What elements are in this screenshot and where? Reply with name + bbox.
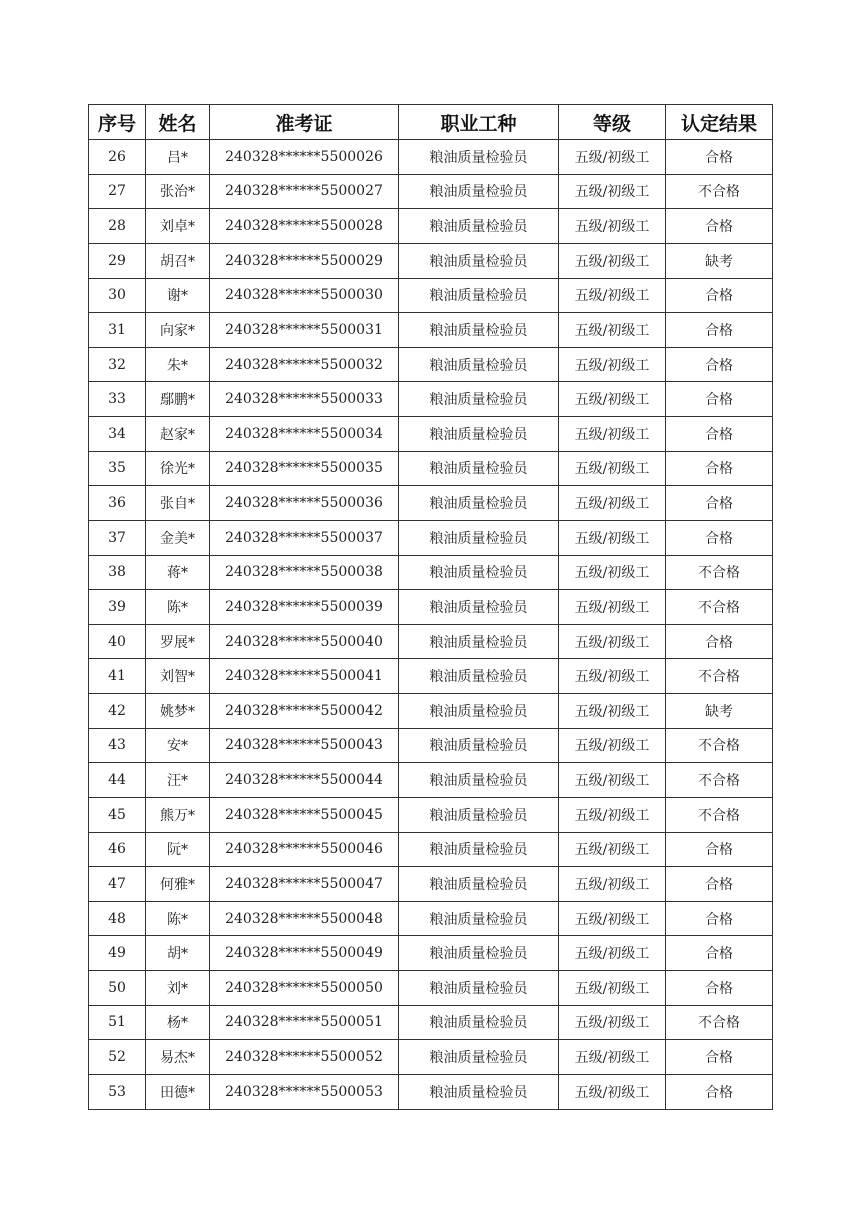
cell-name: 姚梦*: [146, 694, 210, 729]
cell-index: 46: [89, 832, 146, 867]
cell-level: 五级/初级工: [559, 174, 666, 209]
cell-occupation: 粮油质量检验员: [399, 451, 559, 486]
header-name: 姓名: [146, 105, 210, 140]
table-row: [89, 209, 773, 244]
table-row: [89, 590, 773, 625]
header-occupation: 职业工种: [399, 105, 559, 140]
cell-level: 五级/初级工: [559, 590, 666, 625]
cell-result: 合格: [666, 832, 773, 867]
cell-exam-id: 240328******5500041: [210, 659, 399, 694]
cell-exam-id: 240328******5500035: [210, 451, 399, 486]
cell-level: 五级/初级工: [559, 140, 666, 175]
cell-result: 合格: [666, 936, 773, 971]
cell-level: 五级/初级工: [559, 347, 666, 382]
cell-result: 合格: [666, 486, 773, 521]
cell-exam-id: 240328******5500051: [210, 1005, 399, 1040]
cell-result: 不合格: [666, 659, 773, 694]
cell-name: 熊万*: [146, 797, 210, 832]
cell-result: 缺考: [666, 694, 773, 729]
header-result: 认定结果: [666, 105, 773, 140]
cell-result: 合格: [666, 382, 773, 417]
table-body: [89, 140, 773, 1110]
cell-result: 合格: [666, 417, 773, 452]
cell-index: 27: [89, 174, 146, 209]
cell-occupation: 粮油质量检验员: [399, 867, 559, 902]
cell-level: 五级/初级工: [559, 486, 666, 521]
cell-name: 谢*: [146, 278, 210, 313]
cell-occupation: 粮油质量检验员: [399, 243, 559, 278]
table-row: [89, 382, 773, 417]
cell-exam-id: 240328******5500033: [210, 382, 399, 417]
header-exam-id: 准考证: [210, 105, 399, 140]
table-row: [89, 763, 773, 798]
cell-index: 43: [89, 728, 146, 763]
cell-name: 蒋*: [146, 555, 210, 590]
cell-exam-id: 240328******5500050: [210, 971, 399, 1006]
cell-level: 五级/初级工: [559, 832, 666, 867]
cell-name: 陈*: [146, 590, 210, 625]
cell-exam-id: 240328******5500038: [210, 555, 399, 590]
table-row: [89, 313, 773, 348]
table-header-row: [89, 105, 773, 140]
cell-index: 41: [89, 659, 146, 694]
cell-name: 刘卓*: [146, 209, 210, 244]
cell-occupation: 粮油质量检验员: [399, 347, 559, 382]
cell-result: 缺考: [666, 243, 773, 278]
cell-name: 胡召*: [146, 243, 210, 278]
cell-level: 五级/初级工: [559, 659, 666, 694]
cell-level: 五级/初级工: [559, 901, 666, 936]
cell-result: 合格: [666, 313, 773, 348]
cell-exam-id: 240328******5500052: [210, 1040, 399, 1075]
cell-result: 不合格: [666, 555, 773, 590]
cell-index: 36: [89, 486, 146, 521]
cell-name: 何雅*: [146, 867, 210, 902]
cell-name: 向家*: [146, 313, 210, 348]
cell-result: 合格: [666, 1074, 773, 1109]
cell-index: 53: [89, 1074, 146, 1109]
cell-index: 35: [89, 451, 146, 486]
cell-index: 49: [89, 936, 146, 971]
cell-level: 五级/初级工: [559, 520, 666, 555]
cell-index: 48: [89, 901, 146, 936]
cell-occupation: 粮油质量检验员: [399, 140, 559, 175]
table-row: [89, 936, 773, 971]
cell-index: 31: [89, 313, 146, 348]
cell-index: 28: [89, 209, 146, 244]
cell-result: 不合格: [666, 763, 773, 798]
cell-index: 47: [89, 867, 146, 902]
cell-occupation: 粮油质量检验员: [399, 936, 559, 971]
cell-occupation: 粮油质量检验员: [399, 555, 559, 590]
cell-result: 合格: [666, 624, 773, 659]
cell-name: 易杰*: [146, 1040, 210, 1075]
cell-exam-id: 240328******5500048: [210, 901, 399, 936]
cell-level: 五级/初级工: [559, 728, 666, 763]
cell-exam-id: 240328******5500031: [210, 313, 399, 348]
cell-result: 不合格: [666, 728, 773, 763]
table-row: [89, 243, 773, 278]
cell-level: 五级/初级工: [559, 555, 666, 590]
table-row: [89, 797, 773, 832]
cell-index: 33: [89, 382, 146, 417]
cell-index: 51: [89, 1005, 146, 1040]
cell-result: 不合格: [666, 590, 773, 625]
cell-index: 29: [89, 243, 146, 278]
cell-level: 五级/初级工: [559, 417, 666, 452]
cell-result: 合格: [666, 901, 773, 936]
cell-occupation: 粮油质量检验员: [399, 659, 559, 694]
cell-index: 34: [89, 417, 146, 452]
cell-name: 陈*: [146, 901, 210, 936]
cell-index: 38: [89, 555, 146, 590]
table-row: [89, 971, 773, 1006]
cell-name: 罗展*: [146, 624, 210, 659]
cell-result: 合格: [666, 520, 773, 555]
table-row: [89, 347, 773, 382]
cell-exam-id: 240328******5500046: [210, 832, 399, 867]
table-row: [89, 278, 773, 313]
cell-name: 赵家*: [146, 417, 210, 452]
cell-level: 五级/初级工: [559, 936, 666, 971]
cell-exam-id: 240328******5500029: [210, 243, 399, 278]
cell-result: 不合格: [666, 797, 773, 832]
cell-exam-id: 240328******5500049: [210, 936, 399, 971]
cell-occupation: 粮油质量检验员: [399, 313, 559, 348]
cell-exam-id: 240328******5500030: [210, 278, 399, 313]
table-row: [89, 520, 773, 555]
table-row: [89, 624, 773, 659]
cell-result: 不合格: [666, 1005, 773, 1040]
table-row: [89, 832, 773, 867]
cell-name: 金美*: [146, 520, 210, 555]
cell-level: 五级/初级工: [559, 694, 666, 729]
cell-level: 五级/初级工: [559, 624, 666, 659]
cell-index: 45: [89, 797, 146, 832]
cell-level: 五级/初级工: [559, 971, 666, 1006]
cell-result: 合格: [666, 1040, 773, 1075]
cell-name: 徐光*: [146, 451, 210, 486]
results-table: [88, 104, 773, 1110]
cell-result: 合格: [666, 451, 773, 486]
cell-name: 胡*: [146, 936, 210, 971]
cell-occupation: 粮油质量检验员: [399, 624, 559, 659]
cell-exam-id: 240328******5500053: [210, 1074, 399, 1109]
cell-occupation: 粮油质量检验员: [399, 971, 559, 1006]
cell-exam-id: 240328******5500026: [210, 140, 399, 175]
cell-occupation: 粮油质量检验员: [399, 1074, 559, 1109]
cell-index: 40: [89, 624, 146, 659]
table-row: [89, 140, 773, 175]
cell-name: 鄢鹏*: [146, 382, 210, 417]
cell-occupation: 粮油质量检验员: [399, 209, 559, 244]
cell-result: 合格: [666, 209, 773, 244]
table-row: [89, 417, 773, 452]
cell-index: 52: [89, 1040, 146, 1075]
cell-level: 五级/初级工: [559, 1040, 666, 1075]
cell-occupation: 粮油质量检验员: [399, 486, 559, 521]
cell-occupation: 粮油质量检验员: [399, 174, 559, 209]
cell-name: 杨*: [146, 1005, 210, 1040]
table-row: [89, 1074, 773, 1109]
cell-exam-id: 240328******5500040: [210, 624, 399, 659]
cell-occupation: 粮油质量检验员: [399, 520, 559, 555]
cell-occupation: 粮油质量检验员: [399, 832, 559, 867]
cell-occupation: 粮油质量检验员: [399, 694, 559, 729]
cell-level: 五级/初级工: [559, 243, 666, 278]
cell-exam-id: 240328******5500032: [210, 347, 399, 382]
cell-result: 合格: [666, 347, 773, 382]
cell-index: 30: [89, 278, 146, 313]
cell-name: 安*: [146, 728, 210, 763]
table-row: [89, 555, 773, 590]
cell-index: 37: [89, 520, 146, 555]
cell-occupation: 粮油质量检验员: [399, 278, 559, 313]
cell-occupation: 粮油质量检验员: [399, 590, 559, 625]
cell-level: 五级/初级工: [559, 382, 666, 417]
cell-level: 五级/初级工: [559, 313, 666, 348]
table-row: [89, 451, 773, 486]
cell-level: 五级/初级工: [559, 278, 666, 313]
cell-index: 39: [89, 590, 146, 625]
cell-name: 张自*: [146, 486, 210, 521]
cell-index: 42: [89, 694, 146, 729]
cell-index: 50: [89, 971, 146, 1006]
cell-name: 刘*: [146, 971, 210, 1006]
cell-exam-id: 240328******5500039: [210, 590, 399, 625]
cell-level: 五级/初级工: [559, 1005, 666, 1040]
table-row: [89, 1040, 773, 1075]
cell-level: 五级/初级工: [559, 763, 666, 798]
table-row: [89, 174, 773, 209]
cell-level: 五级/初级工: [559, 209, 666, 244]
cell-result: 合格: [666, 140, 773, 175]
cell-level: 五级/初级工: [559, 867, 666, 902]
cell-index: 32: [89, 347, 146, 382]
cell-name: 阮*: [146, 832, 210, 867]
cell-occupation: 粮油质量检验员: [399, 1005, 559, 1040]
cell-name: 刘智*: [146, 659, 210, 694]
cell-index: 26: [89, 140, 146, 175]
cell-exam-id: 240328******5500028: [210, 209, 399, 244]
cell-name: 田德*: [146, 1074, 210, 1109]
table-row: [89, 867, 773, 902]
cell-exam-id: 240328******5500036: [210, 486, 399, 521]
header-index: 序号: [89, 105, 146, 140]
cell-result: 合格: [666, 867, 773, 902]
cell-exam-id: 240328******5500047: [210, 867, 399, 902]
cell-occupation: 粮油质量检验员: [399, 797, 559, 832]
table-row: [89, 728, 773, 763]
table-row: [89, 694, 773, 729]
cell-exam-id: 240328******5500027: [210, 174, 399, 209]
cell-exam-id: 240328******5500043: [210, 728, 399, 763]
cell-occupation: 粮油质量检验员: [399, 1040, 559, 1075]
cell-exam-id: 240328******5500037: [210, 520, 399, 555]
table-row: [89, 486, 773, 521]
cell-exam-id: 240328******5500042: [210, 694, 399, 729]
cell-exam-id: 240328******5500044: [210, 763, 399, 798]
header-level: 等级: [559, 105, 666, 140]
cell-name: 吕*: [146, 140, 210, 175]
cell-name: 汪*: [146, 763, 210, 798]
cell-exam-id: 240328******5500034: [210, 417, 399, 452]
cell-result: 合格: [666, 278, 773, 313]
cell-exam-id: 240328******5500045: [210, 797, 399, 832]
table-row: [89, 1005, 773, 1040]
cell-occupation: 粮油质量检验员: [399, 417, 559, 452]
cell-result: 不合格: [666, 174, 773, 209]
cell-name: 朱*: [146, 347, 210, 382]
cell-result: 合格: [666, 971, 773, 1006]
cell-occupation: 粮油质量检验员: [399, 728, 559, 763]
cell-name: 张治*: [146, 174, 210, 209]
cell-occupation: 粮油质量检验员: [399, 763, 559, 798]
cell-level: 五级/初级工: [559, 797, 666, 832]
cell-level: 五级/初级工: [559, 451, 666, 486]
cell-occupation: 粮油质量检验员: [399, 901, 559, 936]
table-row: [89, 659, 773, 694]
cell-index: 44: [89, 763, 146, 798]
cell-occupation: 粮油质量检验员: [399, 382, 559, 417]
table-row: [89, 901, 773, 936]
cell-level: 五级/初级工: [559, 1074, 666, 1109]
